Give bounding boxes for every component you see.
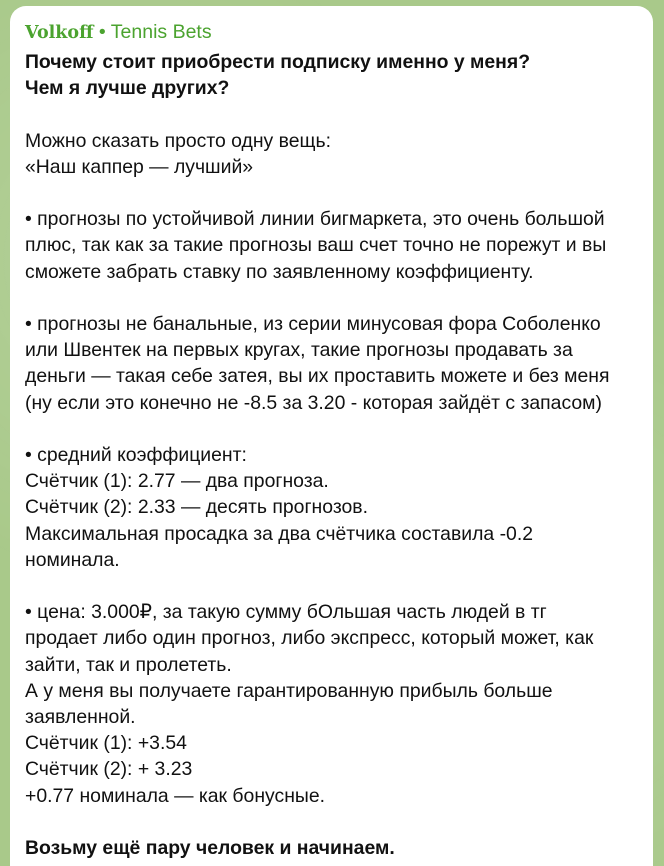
bullet-4-line-8: +0.77 номинала — как бонусные. — [25, 784, 326, 807]
paragraph-gap — [25, 180, 637, 206]
message-header — [25, 20, 637, 45]
bullet-2-line-2: или Швентек на первых кругах, такие прогнозы продавать за — [25, 339, 573, 362]
message-bubble — [10, 6, 653, 866]
bullet-2-line-4: (ну если это конечно не -8.5 за 3.20 - которая зайдёт с запасом) — [25, 391, 602, 414]
bullet-3-line-2: Счётчик (1): 2.77 — два прогноза. — [25, 470, 329, 493]
header-separator: • — [98, 21, 106, 43]
bullet-1-line-1: • прогнозы по устойчивой линии бигмаркета, это очень большой — [25, 208, 605, 231]
bullet-4-line-3: зайти, так и пролететь. — [25, 653, 232, 676]
bullet-3-line-3: Счётчик (2): 2.33 — десять прогнозов. — [25, 496, 368, 519]
paragraph-gap — [25, 285, 637, 311]
intro-line-2: «Наш каппер — лучший» — [25, 155, 254, 178]
bullet-3-line-5: номинала. — [25, 548, 120, 571]
bullet-2-line-3: деньги — такая себе затея, вы их проставить можете и без меня — [25, 365, 610, 388]
bullet-4-line-2: продает либо один прогноз, либо экспресс, который может, как — [25, 627, 594, 650]
channel-name[interactable]: Tennis Bets — [110, 21, 212, 43]
bullet-4-line-7: Счётчик (2): + 3.23 — [25, 758, 193, 781]
call-to-action: Возьму ещё пару человек и начинаем. — [25, 837, 395, 859]
paragraph-gap — [25, 416, 637, 442]
bullet-2-line-1: • прогнозы не банальные, из серии минусовая фора Соболенко — [25, 312, 601, 335]
bullet-4-line-5: заявленной. — [25, 706, 136, 728]
bullet-4-line-6: Счётчик (1): +3.54 — [25, 732, 187, 755]
author-name[interactable]: Volkoff — [25, 23, 94, 43]
bullet-1-line-3: сможете забрать ставку по заявленному коэффициенту. — [25, 260, 534, 283]
paragraph-gap — [25, 809, 637, 835]
intro-line-1: Можно сказать просто одну вещь: — [25, 129, 331, 152]
message-text — [25, 49, 637, 861]
headline-line-2: Чем я лучше других? — [25, 77, 230, 100]
bullet-3-line-1: • средний коэффициент: — [25, 443, 247, 466]
bullet-4-line-1: • цена: 3.000₽, за такую сумму бОльшая часть людей в тг — [25, 601, 547, 624]
paragraph-gap — [25, 573, 637, 599]
headline-line-1: Почему стоит приобрести подписку именно у меня? — [25, 51, 531, 73]
paragraph-gap — [25, 101, 637, 127]
bullet-1-line-2: плюс, так как за такие прогнозы ваш счет точно не порежут и вы — [25, 234, 607, 257]
bullet-4-line-4: А у меня вы получаете гарантированную прибыль больше — [25, 679, 553, 702]
bullet-3-line-4: Максимальная просадка за два счётчика составила -0.2 — [25, 522, 534, 545]
